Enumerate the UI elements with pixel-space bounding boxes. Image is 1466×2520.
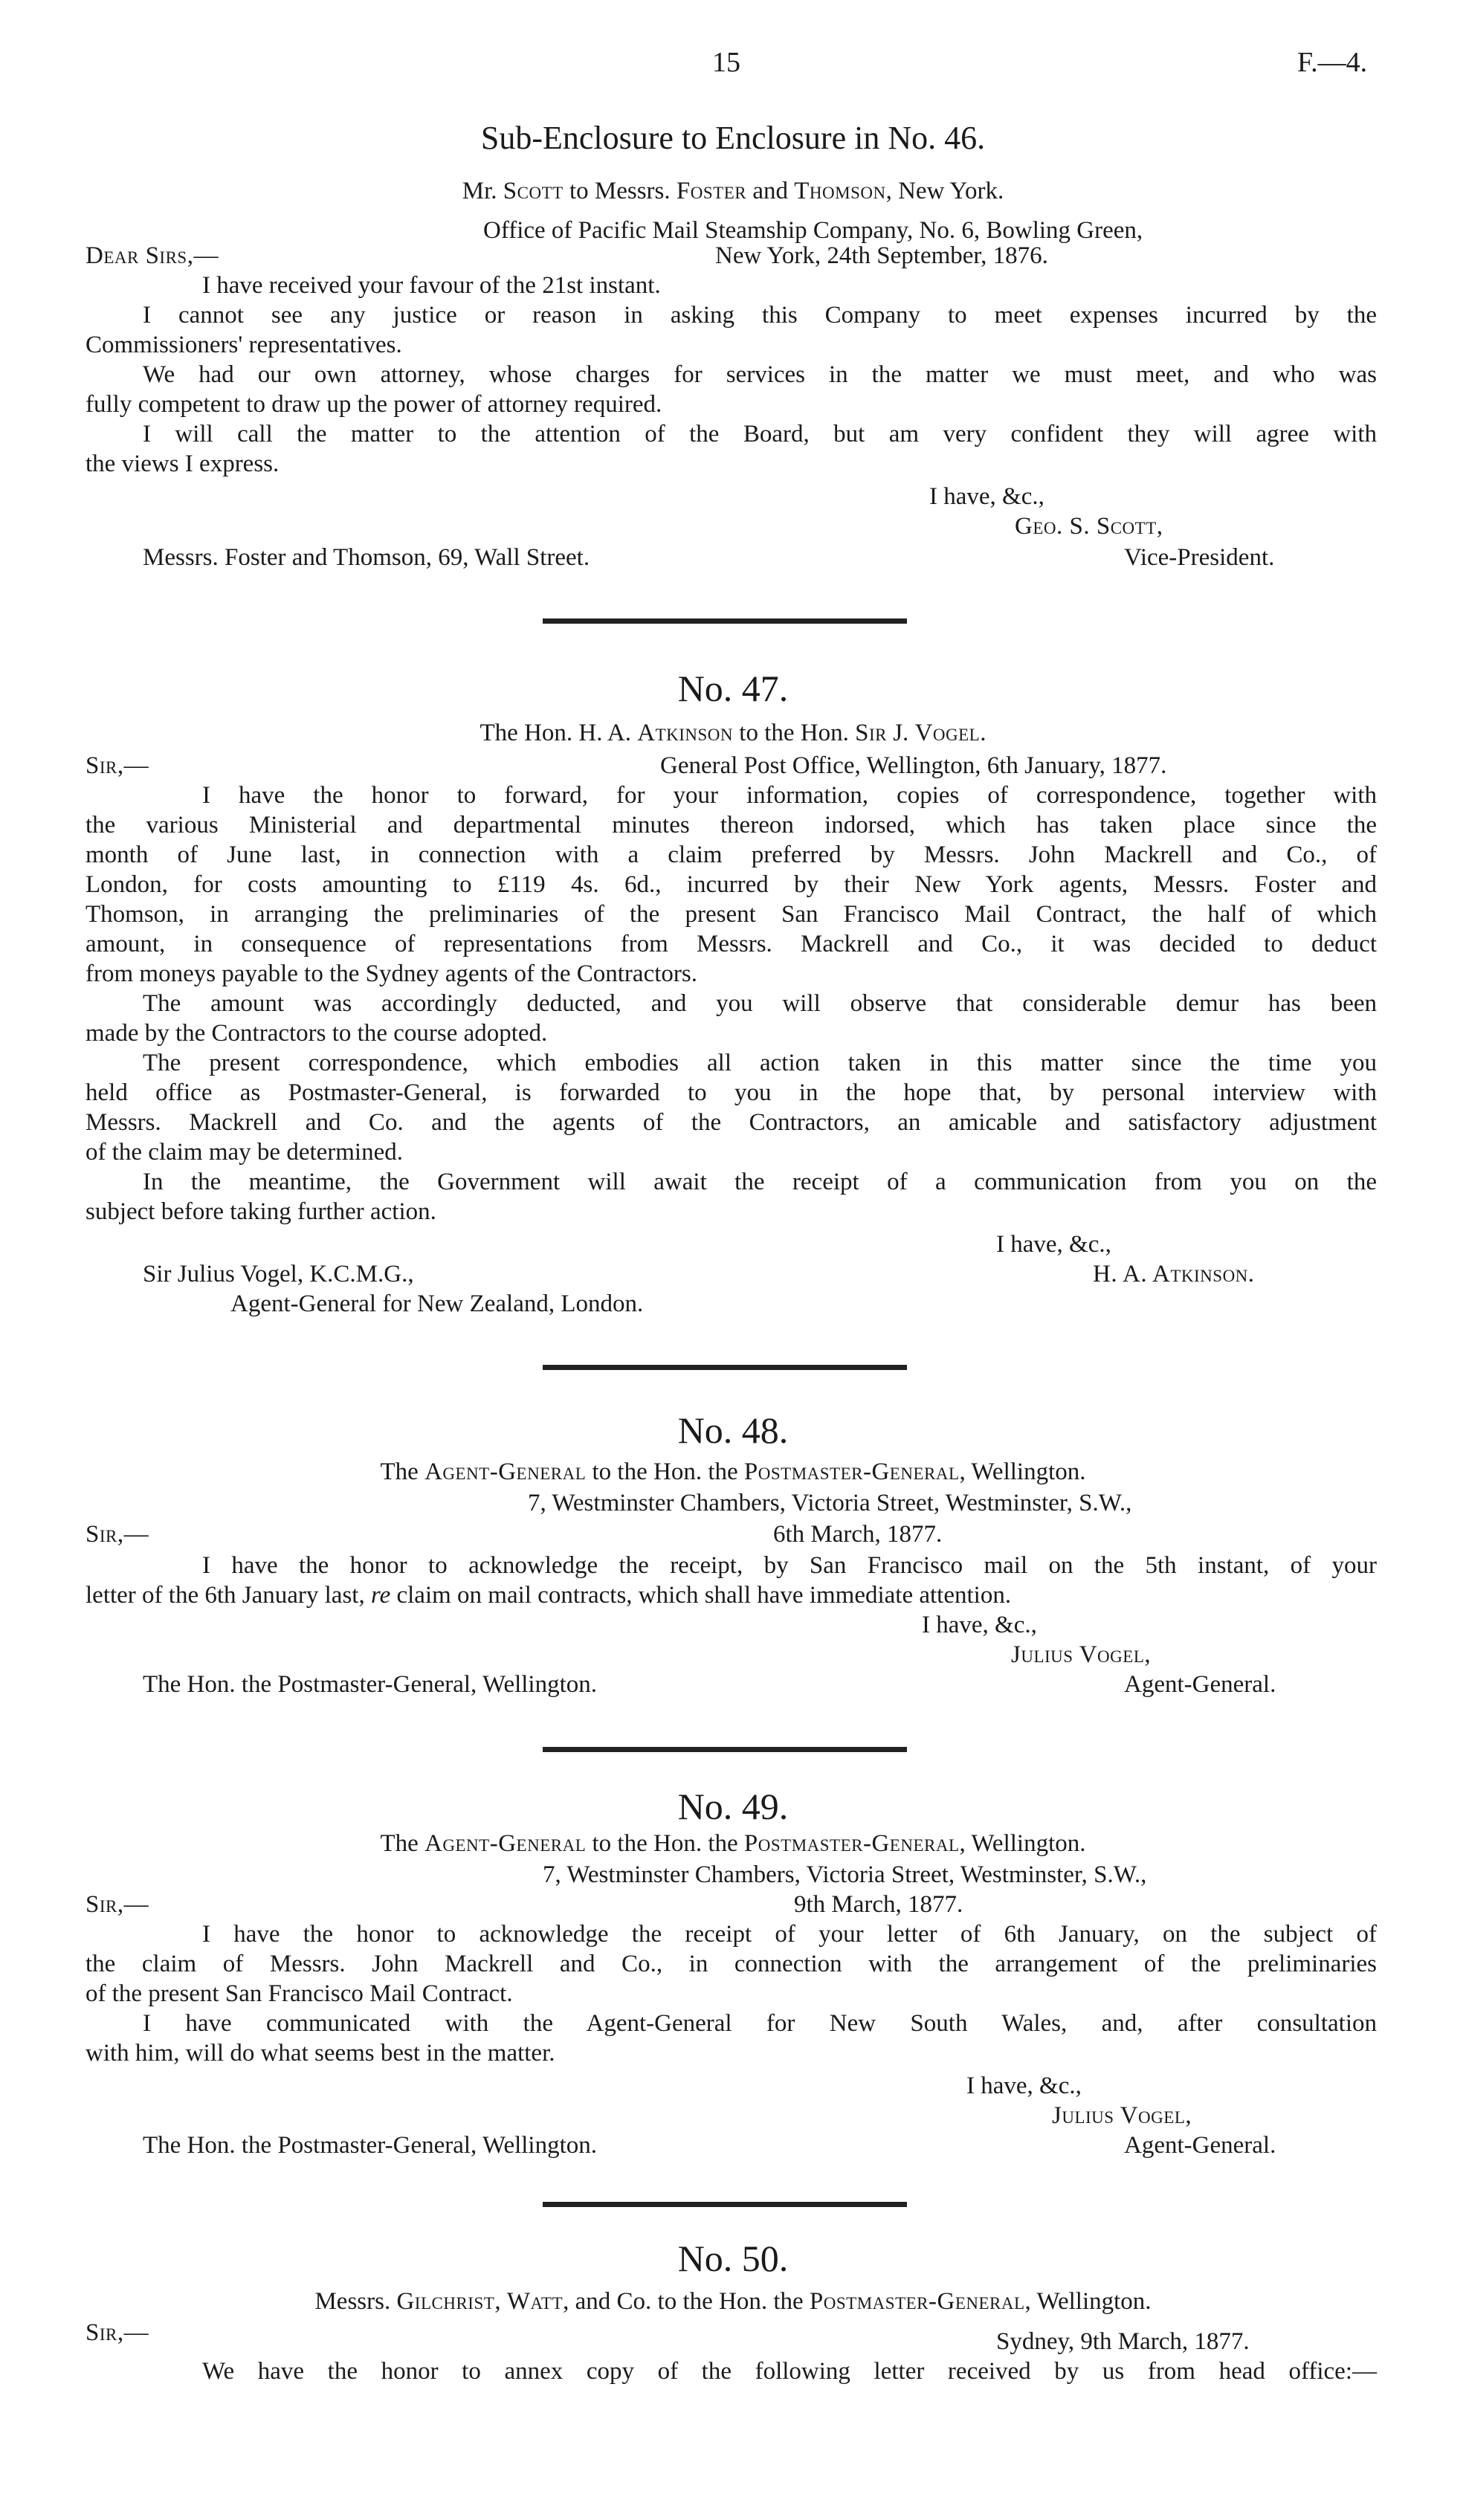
paragraph-line: I will call the matter to the attention of the Board, but am very confident they will agree with [143,421,1377,448]
sender-address: 7, Westminster Chambers, Victoria Street, Westminster, S.W., [528,1490,1132,1516]
closing: I have, &c., [966,2072,1082,2099]
paragraph-line: the claim of Messrs. John Mackrell and Co., in connection with the arrangement of the preliminaries [85,1951,1377,1977]
closing: I have, &c., [996,1231,1111,1258]
section-divider [543,618,907,624]
sender-address: 7, Westminster Chambers, Victoria Street, Westminster, S.W., [543,1861,1147,1888]
paragraph-line: The amount was accordingly deducted, and you will observe that considerable demur has been [143,990,1377,1017]
salutation: Dear Sirs,— [85,242,219,269]
section-heading: No. 48. [677,1409,789,1451]
section-heading: No. 49. [677,1786,789,1827]
section-from-to: The Agent-General to the Hon. the Postmaster-General, Wellington. [380,1830,1086,1857]
paragraph-line: fully competent to draw up the power of attorney required. [85,391,662,418]
signature: H. A. Atkinson. [1093,1261,1255,1288]
paragraph-line: I cannot see any justice or reason in asking this Company to meet expenses incurred by the [143,302,1377,329]
section-from-to: Mr. Scott to Messrs. Foster and Thomson, New York. [462,178,1004,204]
paragraph-line: In the meantime, the Government will await the receipt of a communication from you on the [143,1169,1377,1195]
addressee: The Hon. the Postmaster-General, Wellington. [143,2132,598,2159]
addressee: The Hon. the Postmaster-General, Wellington. [143,1671,598,1698]
paragraph-line: of the claim may be determined. [85,1139,404,1166]
paragraph-line: amount, in consequence of representations from Messrs. Mackrell and Co., it was decided to deduct [85,931,1377,957]
addressee-line-2: Agent-General for New Zealand, London. [230,1290,644,1317]
paragraph-line: made by the Contractors to the course adopted. [85,1020,548,1047]
paragraph-line: the views I express. [85,450,280,477]
section-from-to: The Hon. H. A. Atkinson to the Hon. Sir J. Vogel. [479,720,987,746]
signature: Julius Vogel, [1052,2102,1192,2129]
letter-date: New York, 24th September, 1876. [715,242,1048,269]
salutation: Sir,— [85,1521,149,1548]
paragraph-line: We have the honor to annex copy of the following letter received by us from head office:— [202,2358,1377,2385]
paragraph-line: The present correspondence, which embodies all action taken in this matter since the time you [143,1050,1377,1076]
letter-date: Sydney, 9th March, 1877. [996,2328,1250,2355]
signature: Julius Vogel, [1011,1641,1152,1668]
letter-date: 6th March, 1877. [773,1521,943,1548]
addressee: Sir Julius Vogel, K.C.M.G., [143,1261,414,1288]
paragraph-line: subject before taking further action. [85,1198,436,1225]
paragraph-line: month of June last, in connection with a claim preferred by Messrs. John Mackrell and Co., of [85,841,1377,868]
paragraph-line: I have communicated with the Agent-General for New South Wales, and, after consultation [143,2010,1377,2037]
paragraph-line: I have the honor to acknowledge the receipt of your letter of 6th January, on the subject of [202,1921,1377,1948]
section-divider [543,1747,907,1752]
section-heading: No. 47. [677,668,789,709]
page-number: 15 [712,47,740,78]
salutation: Sir,— [85,1891,149,1918]
paragraph-line: I have the honor to forward, for your information, copies of correspondence, together with [202,782,1377,809]
paragraph-line: the various Ministerial and departmental minutes thereon indorsed, which has taken place since the [85,812,1377,839]
paper-reference: F.—4. [1297,47,1368,78]
paragraph-line: held office as Postmaster-General, is forwarded to you in the hope that, by personal interview with [85,1079,1377,1106]
section-heading: No. 50. [677,2238,789,2279]
sender-address: Office of Pacific Mail Steamship Company, No. 6, Bowling Green, [483,217,1143,244]
paragraph-line: I have the honor to acknowledge the receipt, by San Francisco mail on the 5th instant, of your [202,1552,1377,1579]
salutation: Sir,— [85,2319,149,2346]
paragraph-line: I have received your favour of the 21st instant. [202,272,661,299]
paragraph-line: We had our own attorney, whose charges for services in the matter we must meet, and who was [143,361,1377,388]
section-from-to: The Agent-General to the Hon. the Postmaster-General, Wellington. [380,1458,1086,1485]
paragraph-line: London, for costs amounting to £119 4s. 6d., incurred by their New York agents, Messrs. Foster and [85,871,1377,898]
section-from-to: Messrs. Gilchrist, Watt, and Co. to the Hon. the Postmaster-General, Wellington. [314,2288,1152,2315]
paragraph-line: Messrs. Mackrell and Co. and the agents of the Contractors, an amicable and satisfactory adjustment [85,1109,1377,1136]
signature-title: Vice-President. [1124,544,1275,571]
paragraph-line: with him, will do what seems best in the matter. [85,2040,555,2067]
paragraph-line: letter of the 6th January last, re claim on mail contracts, which shall have immediate attention. [85,1582,1012,1609]
signature-title: Agent-General. [1124,1671,1276,1698]
signature: Geo. S. Scott, [1015,513,1163,540]
signature-title: Agent-General. [1124,2132,1276,2159]
letter-date: 9th March, 1877. [794,1891,963,1918]
closing: I have, &c., [929,483,1044,510]
letter-date: General Post Office, Wellington, 6th January, 1877. [660,752,1167,779]
paragraph-line: of the present San Francisco Mail Contract. [85,1980,513,2007]
paragraph-line: Thomson, in arranging the preliminaries of the present San Francisco Mail Contract, the half of which [85,901,1377,928]
section-divider [543,1365,907,1370]
closing: I have, &c., [922,1612,1037,1638]
paragraph-line: Commissioners' representatives. [85,332,402,358]
section-divider [543,2202,907,2207]
paragraph-line: from moneys payable to the Sydney agents of the Contractors. [85,960,697,987]
addressee: Messrs. Foster and Thomson, 69, Wall Street. [143,544,590,571]
salutation: Sir,— [85,752,149,779]
section-heading: Sub-Enclosure to Enclosure in No. 46. [480,120,986,156]
